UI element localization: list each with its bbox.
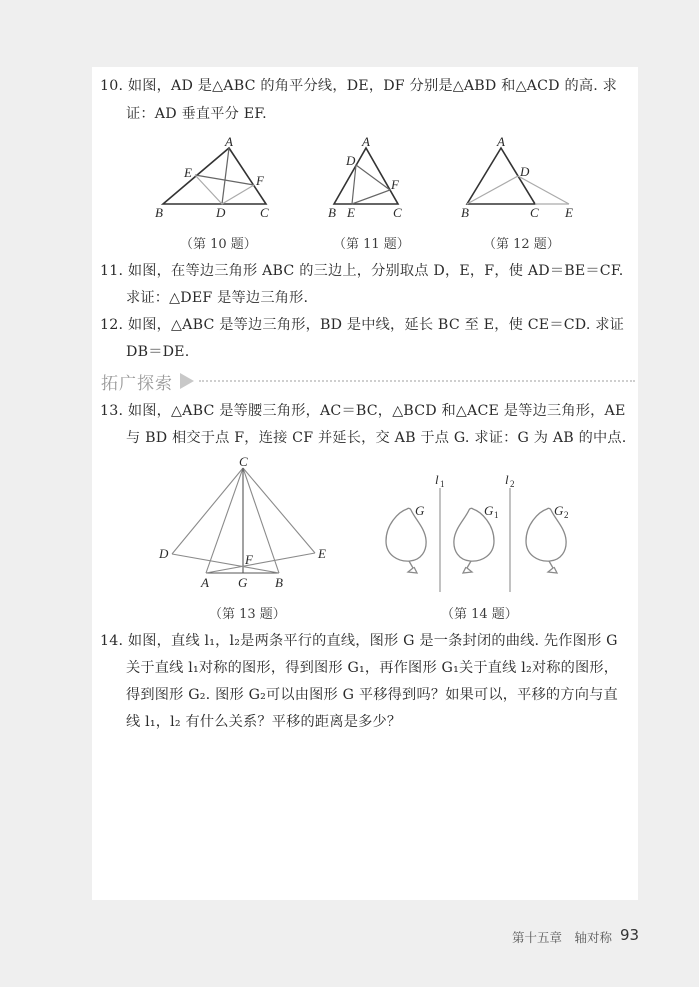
problem-14-line-1 (100, 631, 618, 651)
problem-14-line-3: 得到图形 G₂. 图形 G₂可以由图形 G 平移得到吗？如果可以，平移的方向与直 (126, 687, 618, 703)
fig11-label-a: A (362, 134, 370, 149)
figure-13-labels (158, 454, 326, 590)
fig10-label-c: C (260, 205, 269, 220)
problem-11-text-1: 如图，在等边三角形 ABC 的三边上，分别取点 D，E，F，使 AD＝BE＝CF. (127, 263, 624, 279)
problem-12-number: 12. (100, 317, 124, 333)
problem-11-line-2: 求证：△DEF 是等边三角形. (126, 290, 309, 306)
fig14-label-l2-sub: 2 (510, 479, 515, 489)
figure-13 (172, 468, 315, 573)
fig13-label-a: A (201, 575, 209, 590)
leaf-g1-icon (454, 508, 494, 573)
fig13-label-f: F (245, 552, 253, 567)
fig12-label-a: A (497, 134, 505, 149)
fig11-label-b: B (328, 205, 336, 220)
fig14-label-g2-sub: 2 (564, 510, 569, 520)
figure-14 (386, 472, 569, 592)
problem-12-text-1: 如图，△ABC 是等边三角形，BD 是中线，延长 BC 至 E，使 CE＝CD. 求证 (127, 317, 625, 333)
problem-14-text-1: 如图，直线 l₁，l₂是两条平行的直线，图形 G 是一条封闭的曲线. 先作图形 G (127, 633, 618, 649)
fig10-label-a: A (225, 134, 233, 149)
fig10-label-f: F (256, 173, 264, 188)
problem-13-text-1: 如图，△ABC 是等腰三角形，AC＝BC，△BCD 和△ACE 是等边三角形，AE (127, 403, 626, 419)
fig11-label-f: F (391, 177, 399, 192)
problem-14-line-4: 线 l₁，l₂ 有什么关系？平移的距离是多少？ (126, 714, 402, 730)
problem-10-line-2: 证：AD 垂直平分 EF. (126, 106, 267, 122)
section-title: 拓广探索 (101, 374, 173, 394)
fig11-label-e: E (347, 205, 355, 220)
chapter-title: 第十五章 轴对称 (512, 930, 613, 945)
figure-10-caption: （第 10 题） (180, 237, 257, 252)
fig11-label-d: D (346, 153, 356, 168)
fig13-label-b: B (275, 575, 283, 590)
figure-12-caption: （第 12 题） (483, 237, 560, 252)
problem-11-number: 11. (100, 263, 124, 279)
page-number: 93 (620, 926, 640, 944)
fig14-label-g1-sub: 1 (494, 510, 499, 520)
figure-14-caption: （第 14 题） (441, 607, 518, 622)
fig10-label-d: D (216, 205, 226, 220)
fig14-label-l1-sub: 1 (440, 479, 445, 489)
problem-13-line-2: 与 BD 相交于点 F，连接 CF 并延长，交 AB 于点 G. 求证：G 为 AB 的中点. (126, 430, 627, 446)
fig13-label-e: E (318, 546, 326, 561)
fig12-label-c: C (530, 205, 539, 220)
leaf-g-icon (386, 508, 426, 573)
fig13-label-c: C (239, 454, 248, 469)
fig14-label-g1: G (484, 503, 494, 518)
figure-11-caption: （第 11 题） (333, 237, 410, 252)
problem-14-line-2: 关于直线 l₁对称的图形，得到图形 G₁，再作图形 G₁关于直线 l₂对称的图形， (126, 660, 619, 676)
problem-10-text-1: 如图，AD 是△ABC 的角平分线，DE，DF 分别是△ABD 和△ACD 的高. 求 (127, 78, 618, 94)
fig11-label-c: C (393, 205, 402, 220)
problem-13-number: 13. (100, 403, 124, 419)
fig13-label-d: D (159, 546, 169, 561)
fig10-label-b: B (155, 205, 163, 220)
fig14-label-g2: G (554, 503, 564, 518)
fig12-label-e: E (565, 205, 573, 220)
problem-14-number: 14. (100, 633, 124, 649)
fig14-label-g: G (415, 503, 425, 518)
fig14-label-l2: l (505, 472, 509, 487)
problem-12-line-2: DB＝DE. (126, 344, 190, 360)
figure-13-caption: （第 13 题） (209, 607, 286, 622)
fig12-label-b: B (461, 205, 469, 220)
fig10-label-e: E (184, 165, 192, 180)
leaf-g2-icon (526, 508, 566, 573)
fig12-label-d: D (520, 164, 530, 179)
problem-10-number: 10. (100, 78, 124, 94)
fig13-label-g: G (238, 575, 248, 590)
fig14-label-l1: l (435, 472, 439, 487)
